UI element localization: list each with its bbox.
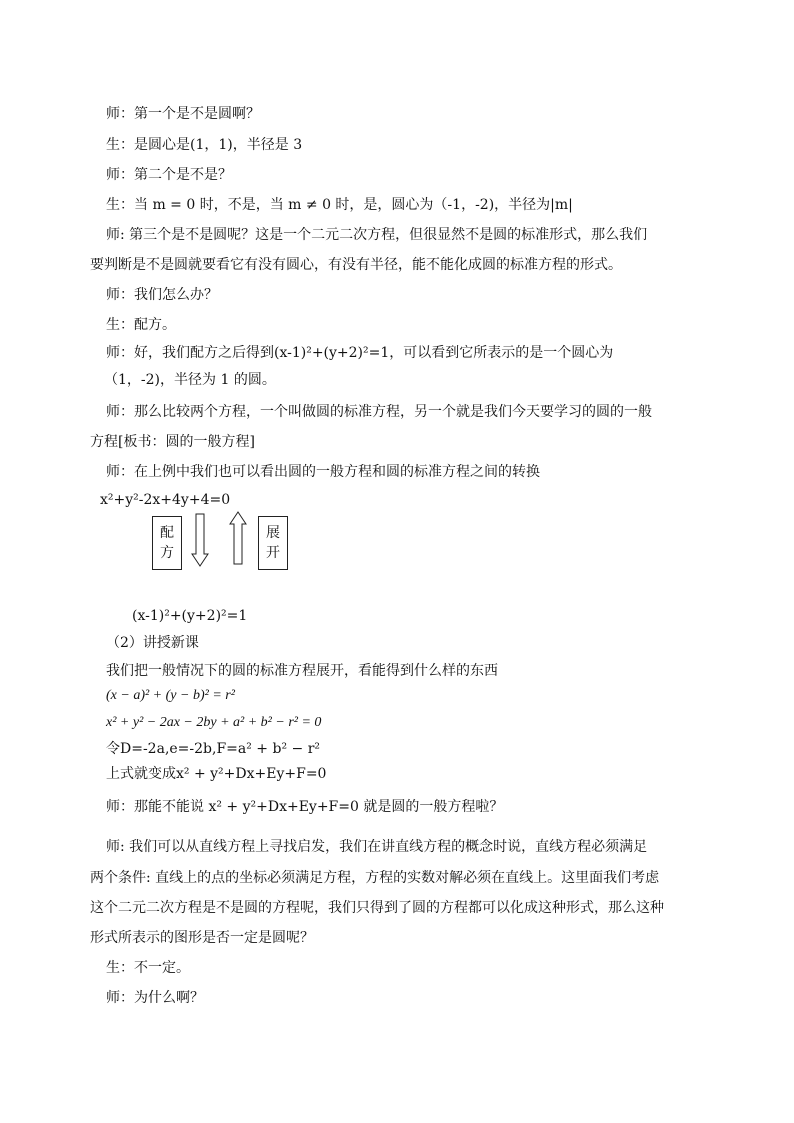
line-4: 生：当 m = 0 时，不是，当 m ≠ 0 时，是，圆心为（-1，-2)，半径为|m| (106, 197, 573, 213)
math-substitution: 令D=-2a,e=-2b,F=a² + b² − r² (106, 741, 320, 757)
line-14d: 形式所表示的图形是否一定是圆呢？ (90, 930, 314, 946)
line-6: 师：我们怎么办？ (106, 287, 218, 303)
line-5a: 师: 第三个是不是圆呢？这是一个二元二次方程，但很显然不是圆的标准形式，那么我们 (106, 227, 648, 243)
down-arrow-icon (192, 514, 208, 566)
line-1: 师：第一个是不是圆啊？ (106, 106, 260, 122)
box-expand (258, 516, 288, 570)
line-8a: 师：好，我们配方之后得到(x-1)²+(y+2)²=1，可以看到它所表示的是一个圆心为 (106, 345, 614, 361)
line-14a: 师: 我们可以从直线方程上寻找启发，我们在讲直线方程的概念时说，直线方程必须满足 (106, 839, 648, 855)
line-14c: 这个二元二次方程是不是圆的方程呢，我们只得到了圆的方程都可以化成这种形式，那么这种 (90, 900, 664, 916)
line-13: 师：那能不能说 x² + y²+Dx+Ey+F=0 就是圆的一般方程啦？ (106, 799, 504, 815)
box-left-bottom: 方 (160, 545, 174, 561)
line-2: 生：是圆心是(1，1)，半径是 3 (106, 137, 303, 153)
line-8b: （1，-2)，半径为 1 的圆。 (104, 372, 276, 388)
section-heading: （2）讲授新课 (106, 635, 199, 651)
equation-general: x²+y²-2x+4y+4=0 (100, 492, 231, 508)
up-arrow-icon (230, 512, 246, 564)
math-general-form: 上式就变成x² + y²+Dx+Ey+F=0 (106, 766, 327, 782)
line-12: 我们把一般情况下的圆的标准方程展开，看能得到什么样的东西 (106, 663, 498, 679)
line-16: 师：为什么啊？ (106, 990, 204, 1006)
line-15: 生：不一定。 (106, 960, 190, 976)
math-standard-form: (x − a)² + (y − b)² = r² (106, 688, 235, 703)
equation-standard: (x-1)²+(y+2)²=1 (132, 608, 248, 624)
line-14b: 两个条件: 直线上的点的坐标必须满足方程，方程的实数对解必须在直线上。这里面我们考虑 (90, 870, 660, 886)
conversion-arrows (190, 510, 250, 570)
math-expanded-form: x² + y² − 2ax − 2by + a² + b² − r² = 0 (106, 715, 322, 730)
box-complete-square (152, 516, 182, 570)
line-10: 师：在上例中我们也可以看出圆的一般方程和圆的标准方程之间的转换 (106, 464, 540, 480)
box-right-top: 展 (266, 525, 280, 541)
line-7: 生：配方。 (106, 317, 176, 333)
line-5b: 要判断是不是圆就要看它有没有圆心，有没有半径，能不能化成圆的标准方程的形式。 (90, 257, 622, 273)
line-3: 师：第二个是不是？ (106, 167, 232, 183)
line-9b: 方程[板书：圆的一般方程] (90, 434, 255, 450)
box-left-top: 配 (160, 525, 174, 541)
line-9a: 师：那么比较两个方程，一个叫做圆的标准方程，另一个就是我们今天要学习的圆的一般 (106, 404, 652, 420)
box-right-bottom: 开 (266, 545, 280, 561)
